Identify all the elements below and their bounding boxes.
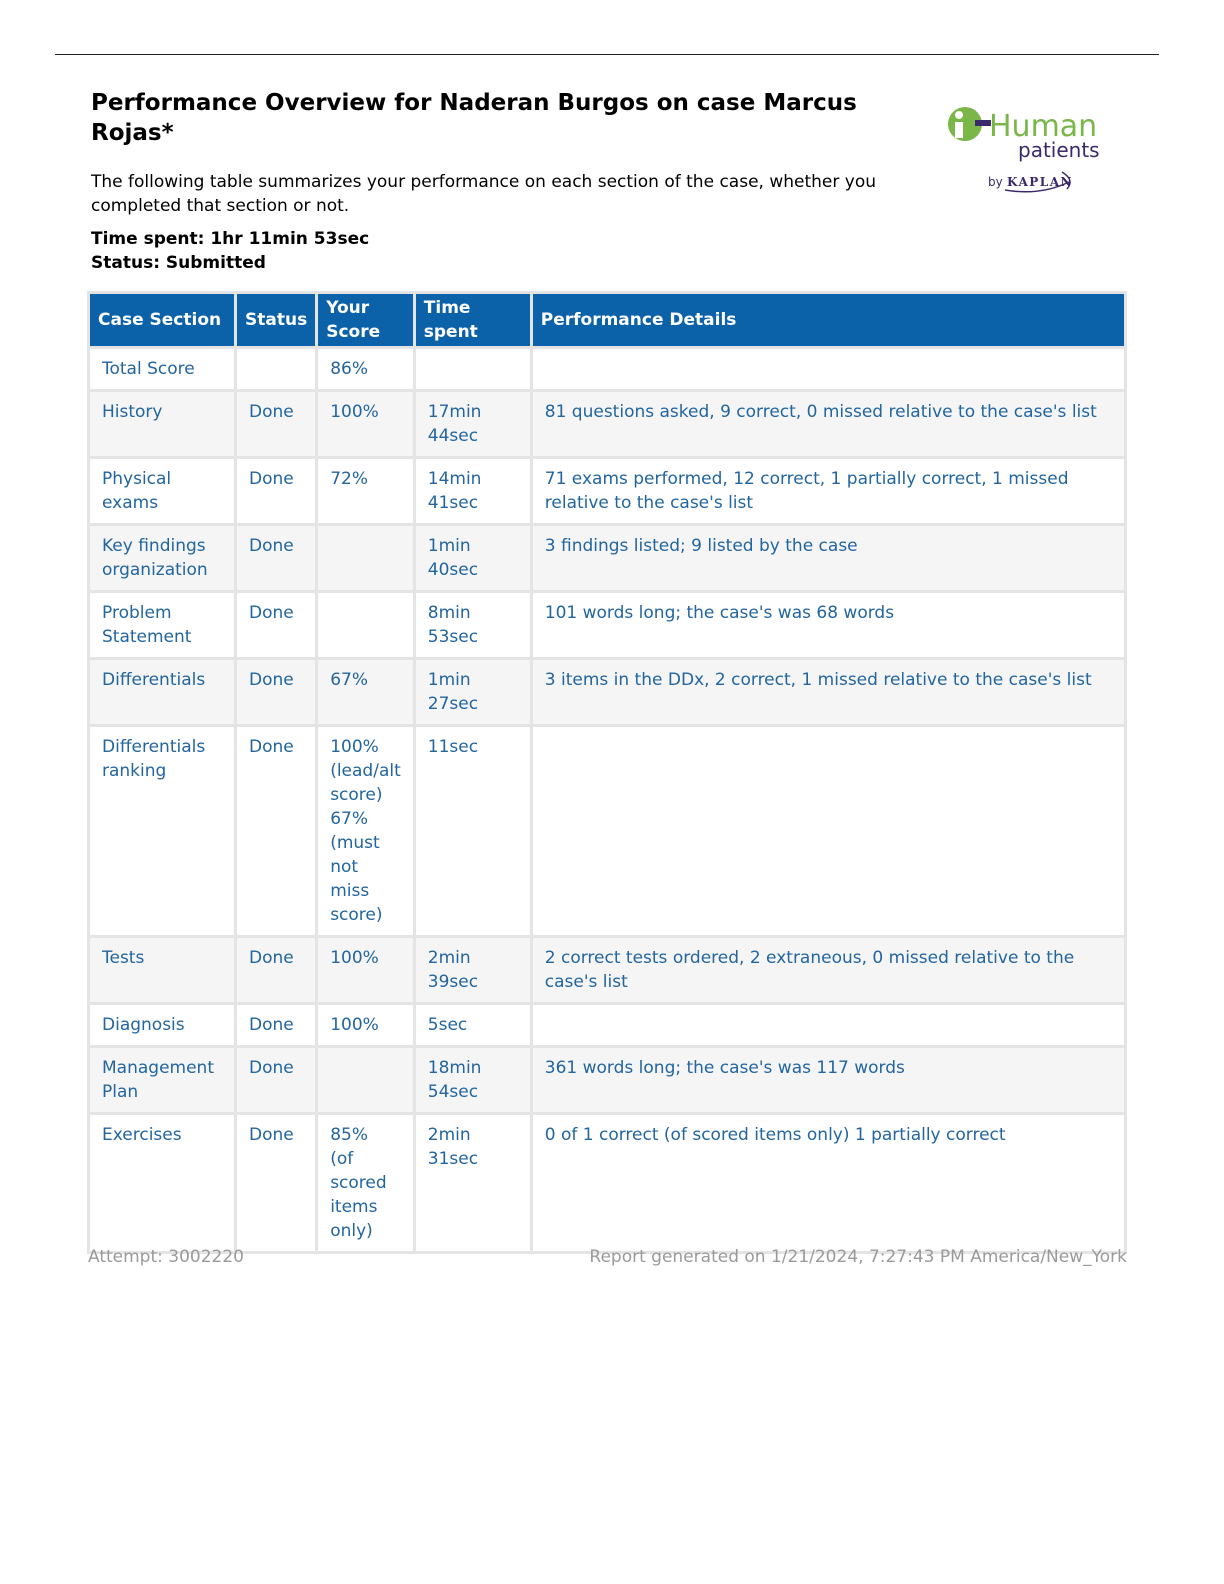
table-row (89, 592, 1126, 659)
logo-sub-text: patients (1018, 138, 1100, 162)
cell-score: 67% (317, 659, 415, 726)
ihuman-patients-logo (945, 100, 1120, 200)
cell-status: Done (236, 391, 317, 458)
cell-status: Done (236, 1004, 317, 1047)
cell-time: 1min 40sec (414, 525, 531, 592)
logo-brand-text: Human (989, 109, 1098, 144)
cell-time: 2min 31sec (414, 1114, 531, 1253)
cell-status: Done (236, 659, 317, 726)
table-row (89, 937, 1126, 1004)
cell-score: 72% (317, 458, 415, 525)
cell-details (531, 348, 1125, 391)
cell-section: Tests (89, 937, 236, 1004)
report-generated-timestamp: Report generated on 1/21/2024, 7:27:43 PM America/New_York (589, 1247, 1127, 1267)
cell-status: Done (236, 1047, 317, 1114)
cell-status: Done (236, 458, 317, 525)
cell-details: 81 questions asked, 9 correct, 0 missed relative to the case's list (531, 391, 1125, 458)
status-label: Status: Submitted (91, 253, 266, 273)
cell-details: 3 findings listed; 9 listed by the case (531, 525, 1125, 592)
cell-details: 361 words long; the case's was 117 words (531, 1047, 1125, 1114)
cell-score (317, 1047, 415, 1114)
cell-time: 5sec (414, 1004, 531, 1047)
cell-details: 101 words long; the case's was 68 words (531, 592, 1125, 659)
cell-status: Done (236, 726, 317, 937)
col-header-case-section: Case Section (89, 293, 236, 348)
col-header-your-score: Your Score (317, 293, 415, 348)
cell-section: Physical exams (89, 458, 236, 525)
cell-score (317, 525, 415, 592)
cell-section: Total Score (89, 348, 236, 391)
cell-details: 0 of 1 correct (of scored items only) 1 partially correct (531, 1114, 1125, 1253)
cell-score: 100% (317, 937, 415, 1004)
cell-section: Differentials (89, 659, 236, 726)
table-row (89, 659, 1126, 726)
performance-table (87, 291, 1127, 1254)
cell-score: 86% (317, 348, 415, 391)
table-row (89, 458, 1126, 525)
logo-by-text: by (988, 175, 1003, 189)
cell-score: 100% (317, 1004, 415, 1047)
cell-time: 2min 39sec (414, 937, 531, 1004)
cell-details: 2 correct tests ordered, 2 extraneous, 0 missed relative to the case's list (531, 937, 1125, 1004)
cell-section: Key findings organization (89, 525, 236, 592)
attempt-id: Attempt: 3002220 (88, 1247, 244, 1267)
col-header-time-spent: Time spent (414, 293, 531, 348)
cell-section: Exercises (89, 1114, 236, 1253)
cell-score: 100% (317, 391, 415, 458)
cell-score: 85% (of scored items only) (317, 1114, 415, 1253)
col-header-performance-details: Performance Details (531, 293, 1125, 348)
cell-section: Management Plan (89, 1047, 236, 1114)
cell-details: 3 items in the DDx, 2 correct, 1 missed relative to the case's list (531, 659, 1125, 726)
table-row (89, 1047, 1126, 1114)
cell-time (414, 348, 531, 391)
cell-time: 17min 44sec (414, 391, 531, 458)
cell-status: Done (236, 592, 317, 659)
cell-section: Problem Statement (89, 592, 236, 659)
cell-score: 100% (lead/alt score) 67% (must not miss score) (317, 726, 415, 937)
cell-time: 8min 53sec (414, 592, 531, 659)
table-row (89, 391, 1126, 458)
cell-time: 11sec (414, 726, 531, 937)
cell-section: Differentials ranking (89, 726, 236, 937)
cell-time: 18min 54sec (414, 1047, 531, 1114)
cell-status: Done (236, 525, 317, 592)
table-row (89, 1004, 1126, 1047)
time-spent-label: Time spent: 1hr 11min 53sec (91, 229, 370, 249)
intro-text: The following table summarizes your performance on each section of the case, whether you completed that section or not. (91, 172, 876, 216)
cell-status: Done (236, 1114, 317, 1253)
table-row (89, 1114, 1126, 1253)
table-row (89, 348, 1126, 391)
table-row (89, 726, 1126, 937)
page-title: Performance Overview for Naderan Burgos on case Marcus Rojas* (91, 90, 857, 146)
cell-section: History (89, 391, 236, 458)
cell-status: Done (236, 937, 317, 1004)
cell-time: 1min 27sec (414, 659, 531, 726)
top-divider (55, 54, 1159, 55)
cell-time: 14min 41sec (414, 458, 531, 525)
cell-section: Diagnosis (89, 1004, 236, 1047)
table-row (89, 525, 1126, 592)
col-header-status: Status (236, 293, 317, 348)
cell-details: 71 exams performed, 12 correct, 1 partially correct, 1 missed relative to the case's list (531, 458, 1125, 525)
cell-details (531, 1004, 1125, 1047)
summary-meta (91, 227, 369, 275)
cell-status (236, 348, 317, 391)
logo-kaplan-text: KAPLAN (1007, 175, 1073, 189)
cell-score (317, 592, 415, 659)
cell-details (531, 726, 1125, 937)
table-header-row (89, 293, 1126, 348)
